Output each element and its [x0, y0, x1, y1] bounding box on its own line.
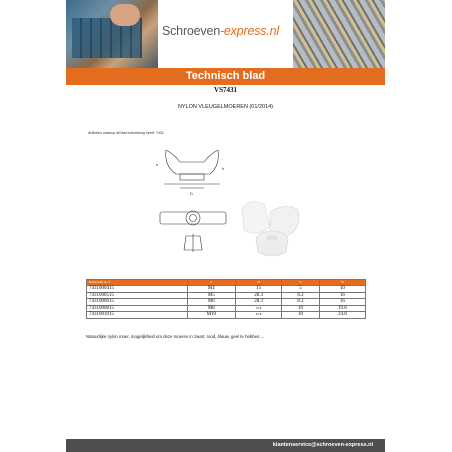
side-view-drawing [184, 234, 202, 252]
table-row [87, 292, 366, 299]
col-header-d: d [187, 280, 235, 286]
screws-photo [293, 0, 385, 68]
footer-bar [66, 439, 385, 452]
product-note: Natuurlijke nylon moer, mogelijkheid om deze moeren in zwart, rood, blauw, geel te hebben.... [86, 334, 265, 339]
col-header-reference: Referentie nr. 5 [87, 280, 188, 286]
product-code: VS7431 [214, 86, 237, 94]
cell-reference: 7431000415 [87, 286, 188, 293]
cell-D: 35.8 [236, 305, 282, 312]
dimensions-table [86, 279, 366, 319]
table-row [87, 312, 366, 319]
dim-label-d: D [190, 191, 193, 196]
title-bar [66, 68, 385, 85]
col-header-D: D [236, 280, 282, 286]
cell-H: 24.8 [319, 312, 365, 319]
hand-shape [110, 4, 140, 26]
cell-H: 16 [319, 292, 365, 299]
top-view-drawing [160, 211, 226, 225]
brand-logo[interactable] [162, 24, 279, 38]
cell-reference: 7431000515 [87, 292, 188, 299]
cell-d: M4 [187, 286, 235, 293]
cell-D: 28.3 [236, 292, 282, 299]
dim-label-e: e [156, 162, 159, 167]
applies-to-text: Artikelen waarop dit blad betrekking heeft: 7431 [88, 131, 164, 135]
front-view-drawing [164, 150, 220, 188]
cell-D: 45.8 [236, 312, 282, 319]
dim-label-h: h [222, 166, 225, 171]
table-row [87, 286, 366, 293]
table-row [87, 299, 366, 306]
datasheet-page [66, 0, 385, 452]
technical-drawing [146, 140, 306, 270]
cell-h: 10 [282, 312, 320, 319]
footer-email-link[interactable]: klantenservice@schroeven-express.nl [272, 442, 373, 448]
brand-accent-text: -express.nl [219, 24, 279, 38]
wing-nut-render [242, 202, 299, 256]
cell-reference: 7431000615 [87, 299, 188, 306]
toolbox-photo [66, 0, 158, 68]
cell-H: 10 [319, 286, 365, 293]
cell-H: 19.8 [319, 305, 365, 312]
header-banner [66, 0, 385, 68]
cell-d: M5 [187, 292, 235, 299]
page-title: Technisch blad [185, 70, 266, 82]
cell-reference: 7431001015 [87, 312, 188, 319]
cell-h: 8.2 [282, 292, 320, 299]
brand-main-text: Schroeven [162, 24, 220, 38]
cell-h: 8.2 [282, 299, 320, 306]
col-header-h: h [282, 280, 320, 286]
cell-h: 5 [282, 286, 320, 293]
cell-D: 28.3 [236, 299, 282, 306]
product-subtitle: NYLON VLEUGELMOEREN (01/2014) [177, 104, 274, 110]
cell-D: 15 [236, 286, 282, 293]
table-row [87, 305, 366, 312]
cell-reference: 7431000815 [87, 305, 188, 312]
cell-d: M8 [187, 305, 235, 312]
cell-H: 16 [319, 299, 365, 306]
cell-d: M6 [187, 299, 235, 306]
cell-d: M10 [187, 312, 235, 319]
col-header-H: H [319, 280, 365, 286]
cell-h: 10 [282, 305, 320, 312]
